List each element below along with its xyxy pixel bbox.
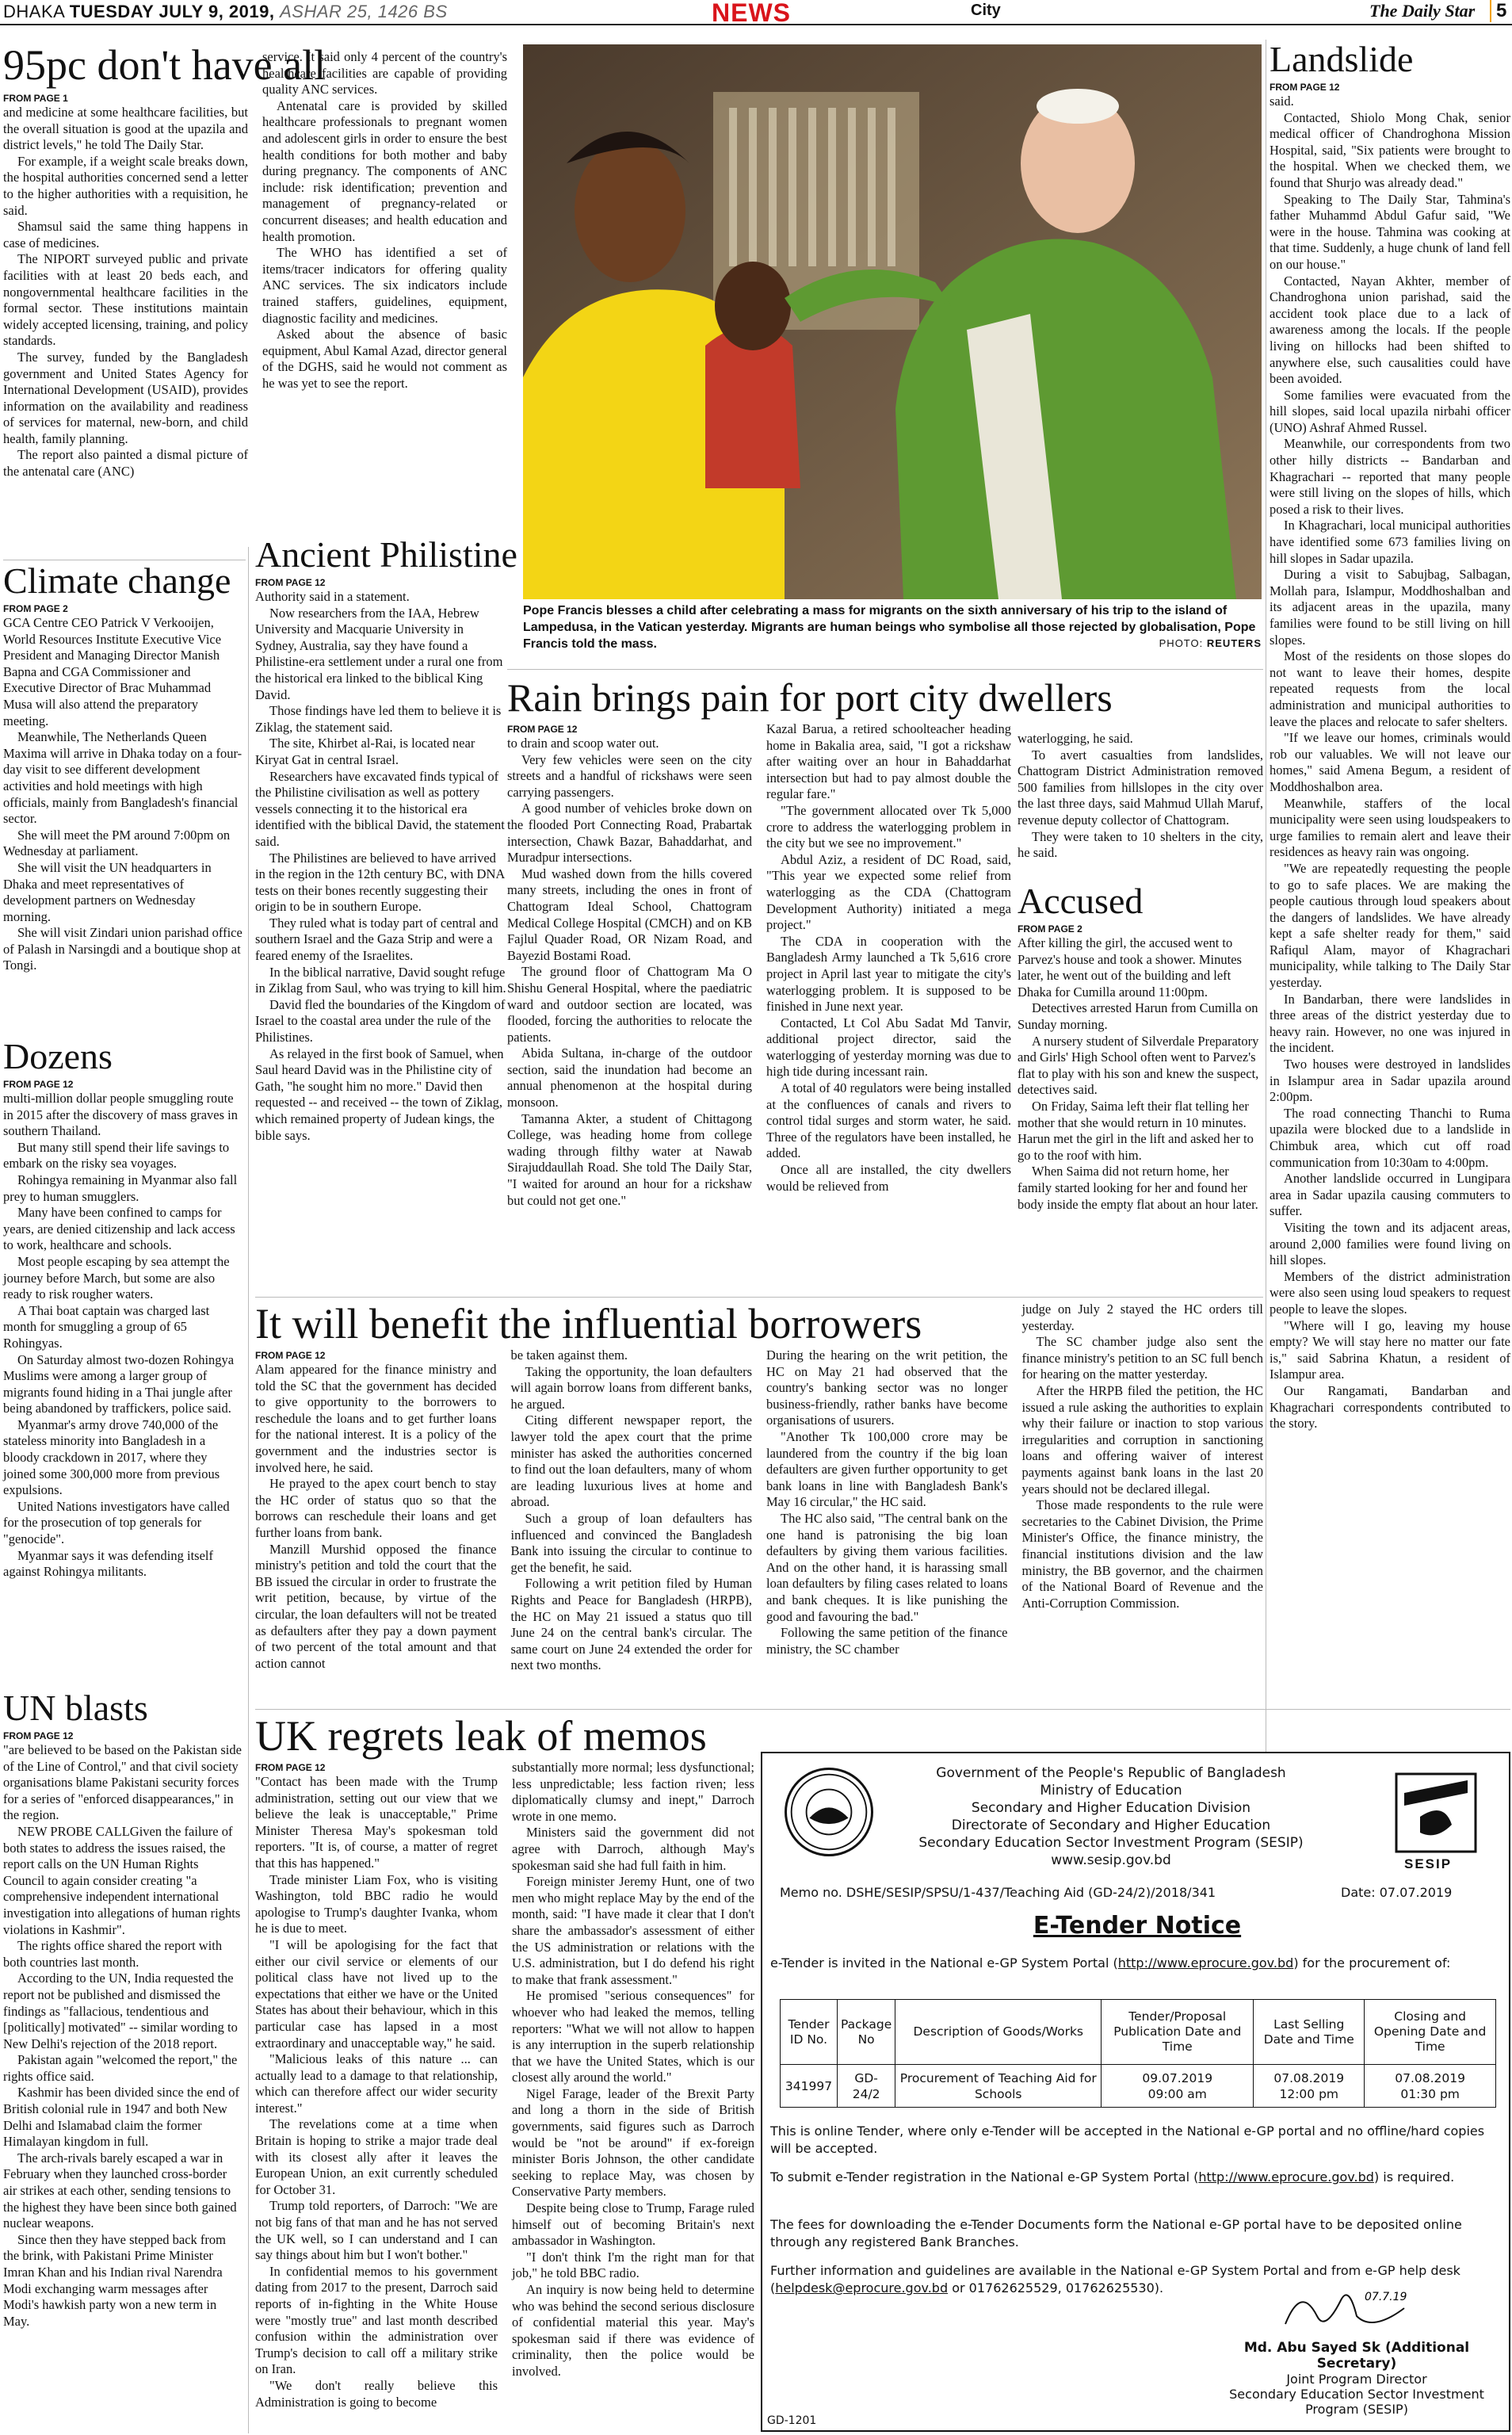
article-paragraph: Another landslide occurred in Lungipara area in Sadar upazila causing commuters to suffer. [1270,1171,1510,1219]
headline: Ancient Philistine [255,534,517,575]
publication-date: 09.07.2019 [1142,2070,1213,2085]
signatory-title: Secondary Education Sector Investment Program (SESIP) [1229,2387,1484,2417]
article-paragraph: He prayed to the apex court bench to stay the HC order of status quo so that the borrows can reschedule their loans and get further loans from bank. [255,1476,497,1540]
article-column [255,1760,498,2410]
paragraph-text: or 01762625529, 01762625530). [948,2280,1164,2295]
article-paragraph: Two houses were destroyed in landslides in Islampur area in Sadar upazila around 2:00pm. [1270,1057,1510,1105]
headline: UK regrets leak of memos [255,1712,707,1760]
article-paragraph: The report also painted a dismal picture of the antenatal care (ANC) [3,447,248,480]
headline: It will benefit the influential borrowers [255,1300,922,1347]
publication-datetime [1102,2065,1254,2108]
table-header: Description of Goods/Works [895,2000,1102,2065]
table-header: Closing and Opening Date and Time [1365,2000,1496,2065]
signature-date: 07.7.19 [1365,2291,1407,2303]
article-paragraph: Meanwhile, staffers of the local municipality were seen using loudspeakers to urge families to remain alert and leave their residences as heavy rain was ongoing. [1270,795,1510,860]
article-paragraph: For example, if a weight scale breaks down, the hospital authorities concerned send a letter to the higher authorities with a requisition, he said. [3,153,248,218]
dateline [3,2,448,22]
article-paragraph: She will meet the PM around 7:00pm on Wednesday at parliament. [3,827,231,859]
article-paragraph: Kazal Barua, a retired schoolteacher heading home in Bakalia area, said, "I got a rickshaw after waiting over an hour in Bahaddarhat intersection but had to pay almost double the regular fare." [766,721,1011,802]
article-paragraph: Such a group of loan defaulters has influenced and convinced the Bangladesh Bank into issuing the circular to continue to get the benefit, he said. [510,1510,752,1575]
article-paragraph: In the biblical narrative, David sought refuge in Ziklag from Saul, who was trying to kill him. [255,964,506,996]
rain-column-3 [1018,731,1263,905]
article-paragraph: Kashmir has been divided since the end of British colonial rule in 1947 and both New Delhi and Islamabad claim the former Himalayan kingdom in full. [3,2085,239,2150]
article-paragraph: Following the same petition of the finance ministry, the SC chamber [766,1625,1008,1657]
article-paragraph: The arch-rivals barely escaped a war in February when they launched cross-border air strikes at each other, sending tensions to the highest they have been since both gained nuclear weapons. [3,2150,237,2231]
article-paragraph: On Friday, Saima left their flat telling her mother that she would return in 10 minutes. Harun met the girl in the lift and asked her to go to the roof with him. [1018,1098,1254,1163]
photo-credit [1159,637,1262,649]
jump-label: FROM PAGE 12 [1270,82,1340,93]
article-paragraph: Contacted, Nayan Akhter, member of Chandroghona union parishad, said the accident took place due to a lack of awareness among the locals. If the people living on hillocks had been shifted to anywhere else, such causalities could have been avoided. [1270,273,1510,387]
article-paragraph: Speaking to The Daily Star, Tahmina's father Muhammd Abdul Gafur said, "We were in the house. Tahmina was cooking at that time. Suddenly, a huge chunk of land fell on our house." [1270,191,1510,272]
article-paragraph: During the hearing on the writ petition, the HC on May 21 had observed that the country's banking sector was no longer business-friendly, rather banks have become organisations of usurers. [766,1347,1008,1428]
article-paragraph: The SC chamber judge also sent the finance ministry's petition to an SC full bench for hearing on the matter yesterday. [1021,1334,1263,1382]
article-column [766,721,1011,1209]
last-selling-time: 12:00 pm [1279,2086,1339,2101]
article-paragraph: He promised "serious consequences" for whoever who had leaked the memos, telling reporters: "What we will not allow to happen is any interruption in the superb relationship that we have the United States, which is our closest ally around the world." [512,1988,754,2085]
signatory-block [1206,2340,1507,2417]
news-photo [523,44,1262,599]
section-label: NEWS [712,0,791,27]
article-column [3,90,248,480]
handwritten-signature [1270,2276,1428,2340]
article-paragraph: Myanmar's army drove 740,000 of the stateless minority into Bangladesh in a bloody crackdown in 2017, where they joined some 300,000 more from previous expulsions. [3,1416,220,1498]
jump-label: FROM PAGE 12 [255,577,326,588]
article-paragraph: Since then they have stepped back from the brink, with Pakistani Prime Minister Imran Khan and his Indian rival Narendra Modi exchanging warm messages after Modi's hawkish party won a new term in May. [3,2231,226,2329]
jump-label: FROM PAGE 12 [507,724,578,735]
article-column [511,1347,753,1674]
article-paragraph: Mud washed down from the hills covered many streets, including the ones in front of Chattogram Ideal School, Chattogram Medical College Hospital (CMCH) and on KB Fajlul Quader Road, OR Nizam Road, and Bayezid Bostami Road. [507,866,752,963]
article-paragraph: The road connecting Thanchi to Ruma upazila were blocked due to a landslide in Chimbuk area, which cut off road communication from 10:30am to 4:00pm. [1270,1105,1510,1170]
article-paragraph: Many have been confined to camps for years, are denied citizenship and lack access to work, healthcare and schools. [3,1205,235,1253]
article-paragraph: Asked about the absence of basic equipment, Abul Kamal Azad, director general of the DGHS, said he would not comment as he was yet to see the report. [262,327,507,391]
article-paragraph: said. [1270,94,1294,109]
photo-credit-source: REUTERS [1206,637,1262,649]
article-paragraph: Abdul Aziz, a resident of DC Road, said, "This year we expected some relief from waterlogging as the CDA (Chattogram Development Authority) initiated a mega project." [766,851,1011,933]
article-paragraph: They ruled what is today part of central and southern Israel and the Gaza Strip and were a feared enemy of the Israelites. [255,915,498,964]
issuer-line: Ministry of Education [1040,1783,1182,1799]
article-paragraph: Those made respondents to the rule were secretaries to the Cabinet Division, the Prime Minister's Office, the finance ministry, the financial institutions division and the law ministry, the BB governor, and the chairmen of the National Board of Revenue and the Anti-Corruption Commission. [1021,1497,1263,1611]
tender-notice-ad [761,1752,1510,2432]
article-paragraph: Trump told reporters, of Darroch: "We are not big fans of that man and he has not served the UK well, so I can understand and I can say things about him but I won't bother." [255,2198,498,2263]
article-paragraph: A total of 40 regulators were being installed at the confluences of canals and rivers to control tidal surges and storm water, he said. Three of the regulators have been installed, he added. [766,1080,1011,1161]
article-paragraph: David fled the boundaries of the Kingdom of Israel to the coastal area under the rule of the Philistines. [255,996,506,1045]
article-paragraph: But many still spend their life savings to embark on the risky sea voyages. [3,1139,230,1172]
article-paragraph: According to the UN, India requested the report not be published and dismissed the findings as "fallacious, tendentious and [politically] motivated" -- similar wording to New Delhi's rejection of the 2018 report. [3,1971,238,2051]
article-paragraph: The rights office shared the report with both countries last month. [3,1938,223,1970]
article-paragraph: Despite being close to Trump, Farage ruled himself out of becoming Britain's next ambassador in Washington. [512,2200,754,2249]
article-column [255,1347,497,1674]
article-paragraph: Taking the opportunity, the loan defaulters will again borrow loans from different banks, he argued. [510,1363,752,1412]
column-rule [248,547,249,2433]
article-paragraph: Authority said in a statement. [255,589,410,604]
subsection-label: City [971,2,1001,19]
eprocure-link[interactable]: http://www.eprocure.gov.bd [1117,1955,1294,1971]
notice-paragraph: The fees for downloading the e-Tender Documents form the National e-GP portal have to be deposited online through any registered Bank Branches. [770,2217,1462,2250]
article-paragraph: be taken against them. [510,1347,628,1363]
section-rule [507,669,1263,670]
jump-label: FROM PAGE 12 [255,1762,326,1773]
article-paragraph: Manzill Murshid opposed the finance ministry's petition and told the court that the BB issued the circular in order to frustrate the writ petition, because, by virtue of the circular, the loan defaulters will not be treated as defaulters after they pay a down payment of two percent of the total amount and that action cannot [255,1541,497,1671]
jump-label: FROM PAGE 2 [3,603,68,614]
issuer-website: www.sesip.gov.bd [1051,1852,1171,1868]
article-paragraph: Now researchers from the IAA, Hebrew University and Macquarie University in Sydney, Australia, say they have found a Philistine-era settlement under a rural one from the historical era linked to the biblical King David. [255,605,503,702]
article-paragraph: "The government allocated over Tk 5,000 crore to address the waterlogging problem in the city but we see no improvement." [766,802,1011,851]
article-un-blasts [3,1688,242,2433]
article-paragraph: A Thai boat captain was charged last month for smuggling a group of 65 Rohingyas. [3,1302,210,1351]
article-paragraph: During a visit to Sabujbag, Salbagan, Mollah para, Islampur, Moddhoshalban and its adjacent areas in the upazila, many families were found to be still living on hill slopes. [1270,567,1510,648]
photo-credit-label: PHOTO: [1159,637,1204,649]
table-header: Last Selling Date and Time [1254,2000,1365,2065]
article-paragraph: As relayed in the first book of Samuel, when Saul heard David was in the Philistine city of Gath, "he sought him no more." David then requested -- and received -- the town of Ziklag, which remained property of Judean kings, the bible says. [255,1045,504,1143]
article-column [512,1760,754,2410]
eprocure-link[interactable]: http://www.eprocure.gov.bd [1198,2169,1374,2185]
article-uk-regrets [255,1712,754,2433]
article-paragraph: multi-million dollar people smuggling route in 2015 after the discovery of mass graves in southern Thailand. [3,1091,239,1139]
headline: Climate change [3,560,231,601]
article-paragraph: "I will be apologising for the fact that either our civil service or elements of our political class have not lived up to the expectations that either we have or the United States has about their behaviour, which in this particular case has lapsed in a most extraordinary and unacceptable way," he said. [255,1936,498,2051]
article-paragraph: Once all are installed, the city dwellers would be relieved from [766,1162,1011,1194]
notice-title: E-Tender Notice [1033,1912,1242,1940]
article-paragraph: She will visit Zindari union parishad office of Palash in Narsingdi and a boutique shop at Tongi. [3,925,242,973]
headline: UN blasts [3,1688,148,1728]
article-paragraph: waterlogging, he said. [1018,731,1133,746]
article-paragraph: and medicine at some healthcare facilities, but the overall situation is good at the upazila and district levels," he told The Daily Star. [3,105,248,153]
article-paragraph: "We don't really believe this Administration is going to become [255,2377,498,2410]
notice-paragraph: This is online Tender, where only e-Tender will be accepted in the National e-GP portal and no offline/hard copies will be accepted. [770,2123,1485,2156]
article-paragraph: Myanmar says it was defending itself against Rohingya militants. [3,1547,213,1580]
photo-caption: Pope Francis blesses a child after celebrating a mass for migrants on the sixth anniversary of his trip to the island of Lampedusa, in the Vatican yesterday. Migrants are human beings who symbolise all those rejected by globalisation, Pope Francis told the mass. [523,604,1256,651]
jump-label: FROM PAGE 12 [255,1350,326,1361]
closing-date: 07.08.2019 [1395,2070,1465,2085]
closing-time: 01:30 pm [1400,2086,1460,2101]
article-column [507,721,752,1209]
memo-number: Memo no. DSHE/SESIP/SPSU/1-437/Teaching Aid (GD-24/2)/2018/341 [780,1885,1216,1900]
article-paragraph: The revelations come at a time when Britain is hoping to strike a major trade deal with its closest ally after it leaves the European Union, an exit currently scheduled for October 31. [255,2116,498,2197]
article-paragraph: An inquiry is now being held to determine who was behind the second serious disclosure of confidential material this year. May's spokesman said if there was evidence of criminality, then the police would be involved. [512,2282,754,2379]
headline: Dozens [3,1036,113,1076]
gd-number: GD-1201 [767,2414,817,2427]
article-paragraph: service. It said only 4 percent of the country's healthcare facilities are capable of providing quality ANC services. [262,49,507,97]
intro-text: ) for the procurement of: [1293,1955,1451,1971]
article-paragraph: Very few vehicles were seen on the city streets and a handful of rickshaws were seen carrying passengers. [507,751,752,800]
paragraph-text: Further information and guidelines are available in the National e-GP System Portal and from e-GP help desk ( [770,2263,1460,2295]
headline: Accused [1018,881,1144,921]
article-paragraph: GCA Centre CEO Patrick V Verkooijen, World Resources Institute Executive Vice President and Managing Director Manish Bapna and CGA Commissioner and Executive Director of Brac Muhammad Musa will also attend the preparatory meeting. [3,615,222,728]
page-header [0,0,1512,25]
last-selling-date: 07.08.2019 [1273,2070,1345,2085]
article-paragraph: On Saturday almost two-dozen Rohingya Muslims were among a larger group of migrants found hiding in a Thai jungle after being abandoned by traffickers, police said. [3,1351,235,1416]
article-paragraph: "Malicious leaks of this nature ... can actually lead to a damage to that relationship, which can therefore affect our wider security interest." [255,2051,498,2116]
table-row [781,2065,1496,2108]
article-paragraph: Members of the district administration were also seen using loud speakers to request people to leave the slopes. [1270,1268,1510,1317]
article-paragraph: Ministers said the government did not agree with Darroch, although May's spokesman said she had full faith in him. [512,1825,754,1873]
article-paragraph: After killing the girl, the accused went to Parvez's house and took a shower. Minutes later, he went out of the building and left Dhaka for Cumilla around 11:00pm. [1018,935,1242,1000]
article-ancient-philistine [255,534,517,1344]
issuer-line: Government of the People's Republic of Bangladesh [936,1765,1286,1781]
article-paragraph: The survey, funded by the Bangladesh government and United States Agency for International Development (USAID), provides information on the availability and readiness of services for maternal, new-born, and child health, family planning. [3,349,248,446]
article-paragraph: In Bandarban, there were landslides in three areas of the district yesterday due to heavy rain. However, no one was injured in the incident. [1270,991,1510,1056]
article-paragraph: When Saima did not return home, her family started looking for her and found her body inside the empty flat about an hour later. [1018,1164,1258,1212]
intro-text: e-Tender is invited in the National e-GP System Portal ( [770,1955,1118,1971]
issuer-line: Secondary and Higher Education Division [971,1800,1251,1816]
article-paragraph: Antenatal care is provided by skilled healthcare professionals to pregnant women and adolescent girls in order to ensure the best health conditions for both mother and baby during pregnancy. The components of ANC include: risk identification; prevention and management of pregnancy-related or concurrent diseases; and health education and health promotion. [262,97,507,244]
pope-blessing-photo [523,44,1262,599]
article-paragraph: Trade minister Liam Fox, who is visiting Washington, told BBC radio he would apologise to Trump's daughter Ivanka, whom he is due to meet. [255,1871,498,1936]
article-paragraph: In confidential memos to his government dating from 2017 to the present, Darroch said reports of in-fighting in the White House were "mostly true" and last month described confusion within the administration over Trump's decision to call off a military strike on Iran. [255,2263,498,2377]
tender-description: Procurement of Teaching Aid for Schools [895,2065,1102,2108]
article-paragraph: "We are repeatedly requesting the people to go to safe places. We are making the people cautious through loud speakers about the dangers of landslides. We have already kept a safe shelter ready for them," said Rafiqul Alam, mayor of Khagrachari municipality, while talking to The Daily Star yesterday. [1270,860,1510,991]
article-paragraph: Citing different newspaper report, the lawyer told the apex court that the prime minister has asked the authorities concerned to find out the loan defaulters, many of whom are leading luxurious lives at home and abroad. [510,1412,752,1510]
jump-label: FROM PAGE 12 [3,1730,74,1741]
table-header: Package No [838,2000,895,2065]
article-paragraph: The WHO has identified a set of items/tracer indicators for offering quality ANC services. The six indicators include trained staffers, guidelines, equipment, diagnostic facility and medicines. [262,245,507,326]
table-header: Tender/Proposal Publication Date and Time [1102,2000,1254,2065]
notice-paragraph [770,2169,1502,2186]
section-rule [255,1297,1263,1298]
article-paragraph: Meanwhile, our correspondents from two other hilly districts -- Bandarban and Khagrachari -- reported that many people were still living on the slopes of hills, which posed a risk to their lives. [1270,436,1510,517]
paragraph-text: ) is required. [1373,2169,1455,2185]
article-paragraph: "Another Tk 100,000 crore may be laundered from the country if the big loan defaulters are given further opportunity to get bank loans in line with Bangladesh Bank's May 16 circular," the HC said. [766,1428,1008,1510]
article-paragraph: Tamanna Akter, a student of Chittagong College, was heading home from college wading through filthy water at Nawab Sirajuddaullah Road. She told The Daily Star, "I waited for around an hour for a rickshaw but could not get one." [507,1110,752,1208]
article-paragraph: Our Rangamati, Bandarban and Khagrachari correspondents contributed to the story. [1270,1382,1510,1432]
article-paragraph: A good number of vehicles broke down on the flooded Port Connecting Road, Prabartak intersection, Chawk Bazar, Bahaddarhat, and Muradpur intersections. [507,801,752,866]
article-paragraph: "Contact has been made with the Trump administration, setting out our view that we believe the leak is unacceptable," Prime Minister Theresa May's spokesman told reporters. "It is, of course, a matter of regret that this has happened." [255,1774,498,1871]
article-paragraph: A nursery student of Silverdale Preparatory and Girls' High School often went to Parvez's flat to play with his son and knew the suspect, detectives said. [1018,1033,1259,1098]
table-header: Tender ID No. [781,2000,838,2065]
article-paragraph: The Philistines are believed to have arrived in the region in the 12th century BC, with DNA tests on their bones recently suggesting their origin to be in southern Europe. [255,850,505,915]
article-paragraph: Foreign minister Jeremy Hunt, one of two men who might replace May by the end of the month, said: "I have made it clear that I don't share the ambassador's assessment of either the US administration or relations with the U.S. administration, but I do defend his right to make that frank assessment." [512,1874,754,1987]
article-paragraph: The CDA in cooperation with the Bangladesh Army launched a Tk 5,616 crore project in April last year to mitigate the city's waterlogging problem. It is supposed to be finished in June next year. [766,933,1011,1015]
article-paragraph: to drain and scoop water out. [507,736,659,751]
issuer-line: Secondary Education Sector Investment Program (SESIP) [918,1835,1304,1851]
article-paragraph: Contacted, Shiolo Mong Chak, senior medical officer of Chandroghona Mission Hospital, said, "Six patients were brought to the hospital. When we checked them, we found that Shurjo was already dead." [1270,109,1510,190]
article-paragraph: substantially more normal; less dysfunctional; less unpredictable; less faction riven; less diplomatically clumsy and inept," Darroch wrote in one memo. [512,1760,754,1824]
page-number: 5 [1490,0,1506,22]
article-influential-borrowers [255,1300,1263,1752]
article-paragraph: "Where will I go, leaving my house empty? We will stay here no matter our fate is," said Sabrina Khatun, a resident of Islampur area. [1270,1317,1510,1382]
article-paragraph: The ground floor of Chattogram Ma O Shishu General Hospital, where the paediatric ward and outdoor section are located, was flooded, forcing the authorities to relocate the patients. [507,964,752,1045]
notice-date: Date: 07.07.2019 [1341,1885,1453,1900]
issuer-block [889,1764,1333,1869]
tender-id: 341997 [781,2065,838,2108]
article-paragraph: judge on July 2 stayed the HC orders till yesterday. [1021,1302,1263,1333]
tender-table [780,1999,1496,2108]
article-paragraph: The HC also said, "The central bank on the one hand is patronising the big loan defaulters by giving them various facilities. And on the other hand, it is harassing small loan defaulters by filing cases related to loans and bank cheques. It is like punishing the good and favouring the bad." [766,1510,1008,1624]
article-paragraph: Most of the residents on those slopes do not want to leave their homes, despite repeated requests from the local administration and municipal authorities to leave the places and relocate to safer shelters. [1270,648,1510,729]
article-paragraph: After the HRPB filed the petition, the HC issued a rule asking the authorities to explain why their failure or inaction to stop various irregularities and corruption in sanctioning loans and offering waiver of interest payments against bank loans in the last 20 years should not be declared illegal. [1021,1382,1263,1497]
dateline-city: DHAKA [3,2,65,21]
headline: Rain brings pain for port city dwellers [507,675,1113,720]
publication-time: 09:00 am [1147,2086,1207,2101]
package-no: GD-24/2 [838,2065,895,2108]
article-paragraph: "I don't think I'm the right man for that job," he told BBC radio. [512,2249,754,2281]
article-paragraph: Alam appeared for the finance ministry and told the SC that the government has decided to give opportunity to the borrowers to reschedule the loans and to get further loans for the national interest. It is a policy of the government and the industries sector is involved here, he said. [255,1362,497,1475]
article-paragraph: "are believed to be based on the Pakistan side of the Line of Control," and that civil society organisations blame Pakistani security forces for a series of "enforced disappearances," in the region. [3,1742,242,1823]
article-paragraph: Some families were evacuated from the hill slopes, said local upazila nirbahi officer (UNO) Ashraf Ahmed Russel. [1270,387,1510,435]
article-dozens [3,1037,242,1671]
article-paragraph: The NIPORT surveyed public and private facilities with at least 20 beds each, and nongovernmental healthcare facilities in the formal sector. These institutions maintain widely accepted licensing, training, and policy standards. [3,251,248,349]
notice-intro [770,1955,1502,1972]
jump-label: FROM PAGE 12 [3,1079,74,1090]
article-paragraph: Visiting the town and its adjacent areas, around 2,000 families were found living on hill slopes. [1270,1219,1510,1268]
article-paragraph: Most people escaping by sea attempt the journey before March, but some are also ready to risk rougher waters. [3,1253,230,1302]
government-emblem-icon [785,1768,873,1856]
article-paragraph: Pakistan again "welcomed the report," the rights office said. [3,2052,238,2084]
jump-label: FROM PAGE 1 [3,93,68,104]
section-rule [255,1709,1510,1710]
table-header-row [781,2000,1496,2065]
article-paragraph: United Nations investigators have called for the prosecution of top generals for "genocide". [3,1498,230,1547]
dateline-bangla-date: ASHAR 25, 1426 BS [280,2,448,21]
headline: 95pc don't have all [3,41,326,89]
last-selling-datetime [1254,2065,1365,2108]
helpdesk-email-link[interactable]: helpdesk@eprocure.gov.bd [775,2280,949,2295]
article-landslide [1270,40,1510,1752]
jump-label: FROM PAGE 2 [1018,923,1082,935]
sesip-logo-icon [1388,1769,1483,1856]
signatory-name: Md. Abu Sayed Sk (Additional Secretary) [1243,2340,1470,2372]
article-paragraph: Nigel Farage, leader of the Brexit Party and long a thorn in the side of British governments, said figures such as Darroch would be "not be around" if ex-foreign minister Boris Johnson, the other candidate seeking to replace May, was chosen by Conservative Party members. [512,2085,754,2200]
article-paragraph: "If we leave our homes, criminals would rob our valuables. We will not leave our homes," said Amena Begum, a resident of Moddhoshalbon area. [1270,730,1510,794]
article-paragraph: Shamsul said the same thing happens in case of medicines. [3,219,248,250]
article-paragraph: Meanwhile, The Netherlands Queen Maxima will arrive in Dhaka today on a four-day visit to see different development activities and hold meetings with high officials, mainly from Bangladesh's financial sector. [3,729,242,827]
article-paragraph: NEW PROBE CALLGiven the failure of both states to address the issues raised, the report calls on the UN Human Rights Council to again consider creating "a comprehensive independent international investigation into allegations of human rights violations in Kashmir". [3,1823,241,1937]
article-paragraph: She will visit the UN headquarters in Dhaka and meet representatives of development partners on Wednesday morning. [3,859,212,924]
article-paragraph: Following a writ petition filed by Human Rights and Peace for Bangladesh (HRPB), the HC on May 21 issued a status quo till June 24 on the central bank's circular. The same court on June 24 extended the order for next two months. [510,1576,752,1673]
sesip-logo-text: SESIP [1404,1856,1453,1871]
article-paragraph: Contacted, Lt Col Abu Sadat Md Tanvir, additional project director, said the waterlogging of yesterday morning was due to high tide during incessant rain. [766,1015,1011,1080]
article-paragraph: To avert casualties from landslides, Chattogram District Administration removed 500 families from hillslopes in the city over the last three days, said Mahmud Ullah Maruf, revenue deputy collector of Chattogram. [1018,747,1263,828]
article-paragraph: Detectives arrested Harun from Cumilla on Sunday morning. [1018,1000,1258,1032]
article-paragraph: Abida Sultana, in-charge of the outdoor section, said the inundation had become an annual phenomenon at the hospital during monsoon. [507,1045,752,1110]
paper-logo: The Daily Star [1369,1,1476,21]
closing-datetime [1365,2065,1496,2108]
article-paragraph: Researchers have excavated finds typical of the Philistine civilisation as well as pottery vessels connecting it to the historical era identified with the biblical David, the statement said. [255,768,505,849]
article-paragraph: Rohingya remaining in Myanmar also fall prey to human smugglers. [3,1172,238,1204]
article-column [1022,1302,1264,1674]
paragraph-text: To submit e-Tender registration in the National e-GP System Portal ( [770,2169,1199,2185]
article-paragraph: In Khagrachari, local municipal authorities have identified some 673 families living on hill slopes in Sadar upazila. [1270,518,1510,566]
signatory-title: Joint Program Director [1286,2372,1427,2387]
article-paragraph: The site, Khirbet al-Rai, is located near Kiryat Gat in central Israel. [255,736,475,767]
article-accused [1018,881,1263,1325]
article-paragraph: They were taken to 10 shelters in the city, he said. [1018,828,1263,861]
issuer-line: Directorate of Secondary and Higher Education [951,1818,1271,1833]
dateline-date: TUESDAY JULY 9, 2019, [69,2,275,21]
article-95pc [3,41,507,556]
article-paragraph: Those findings have led them to believe it is Ziklag, the statement said. [255,703,502,735]
article-column [262,49,507,480]
headline: Landslide [1270,39,1414,79]
article-column [766,1347,1008,1674]
article-climate-change [3,561,242,1065]
